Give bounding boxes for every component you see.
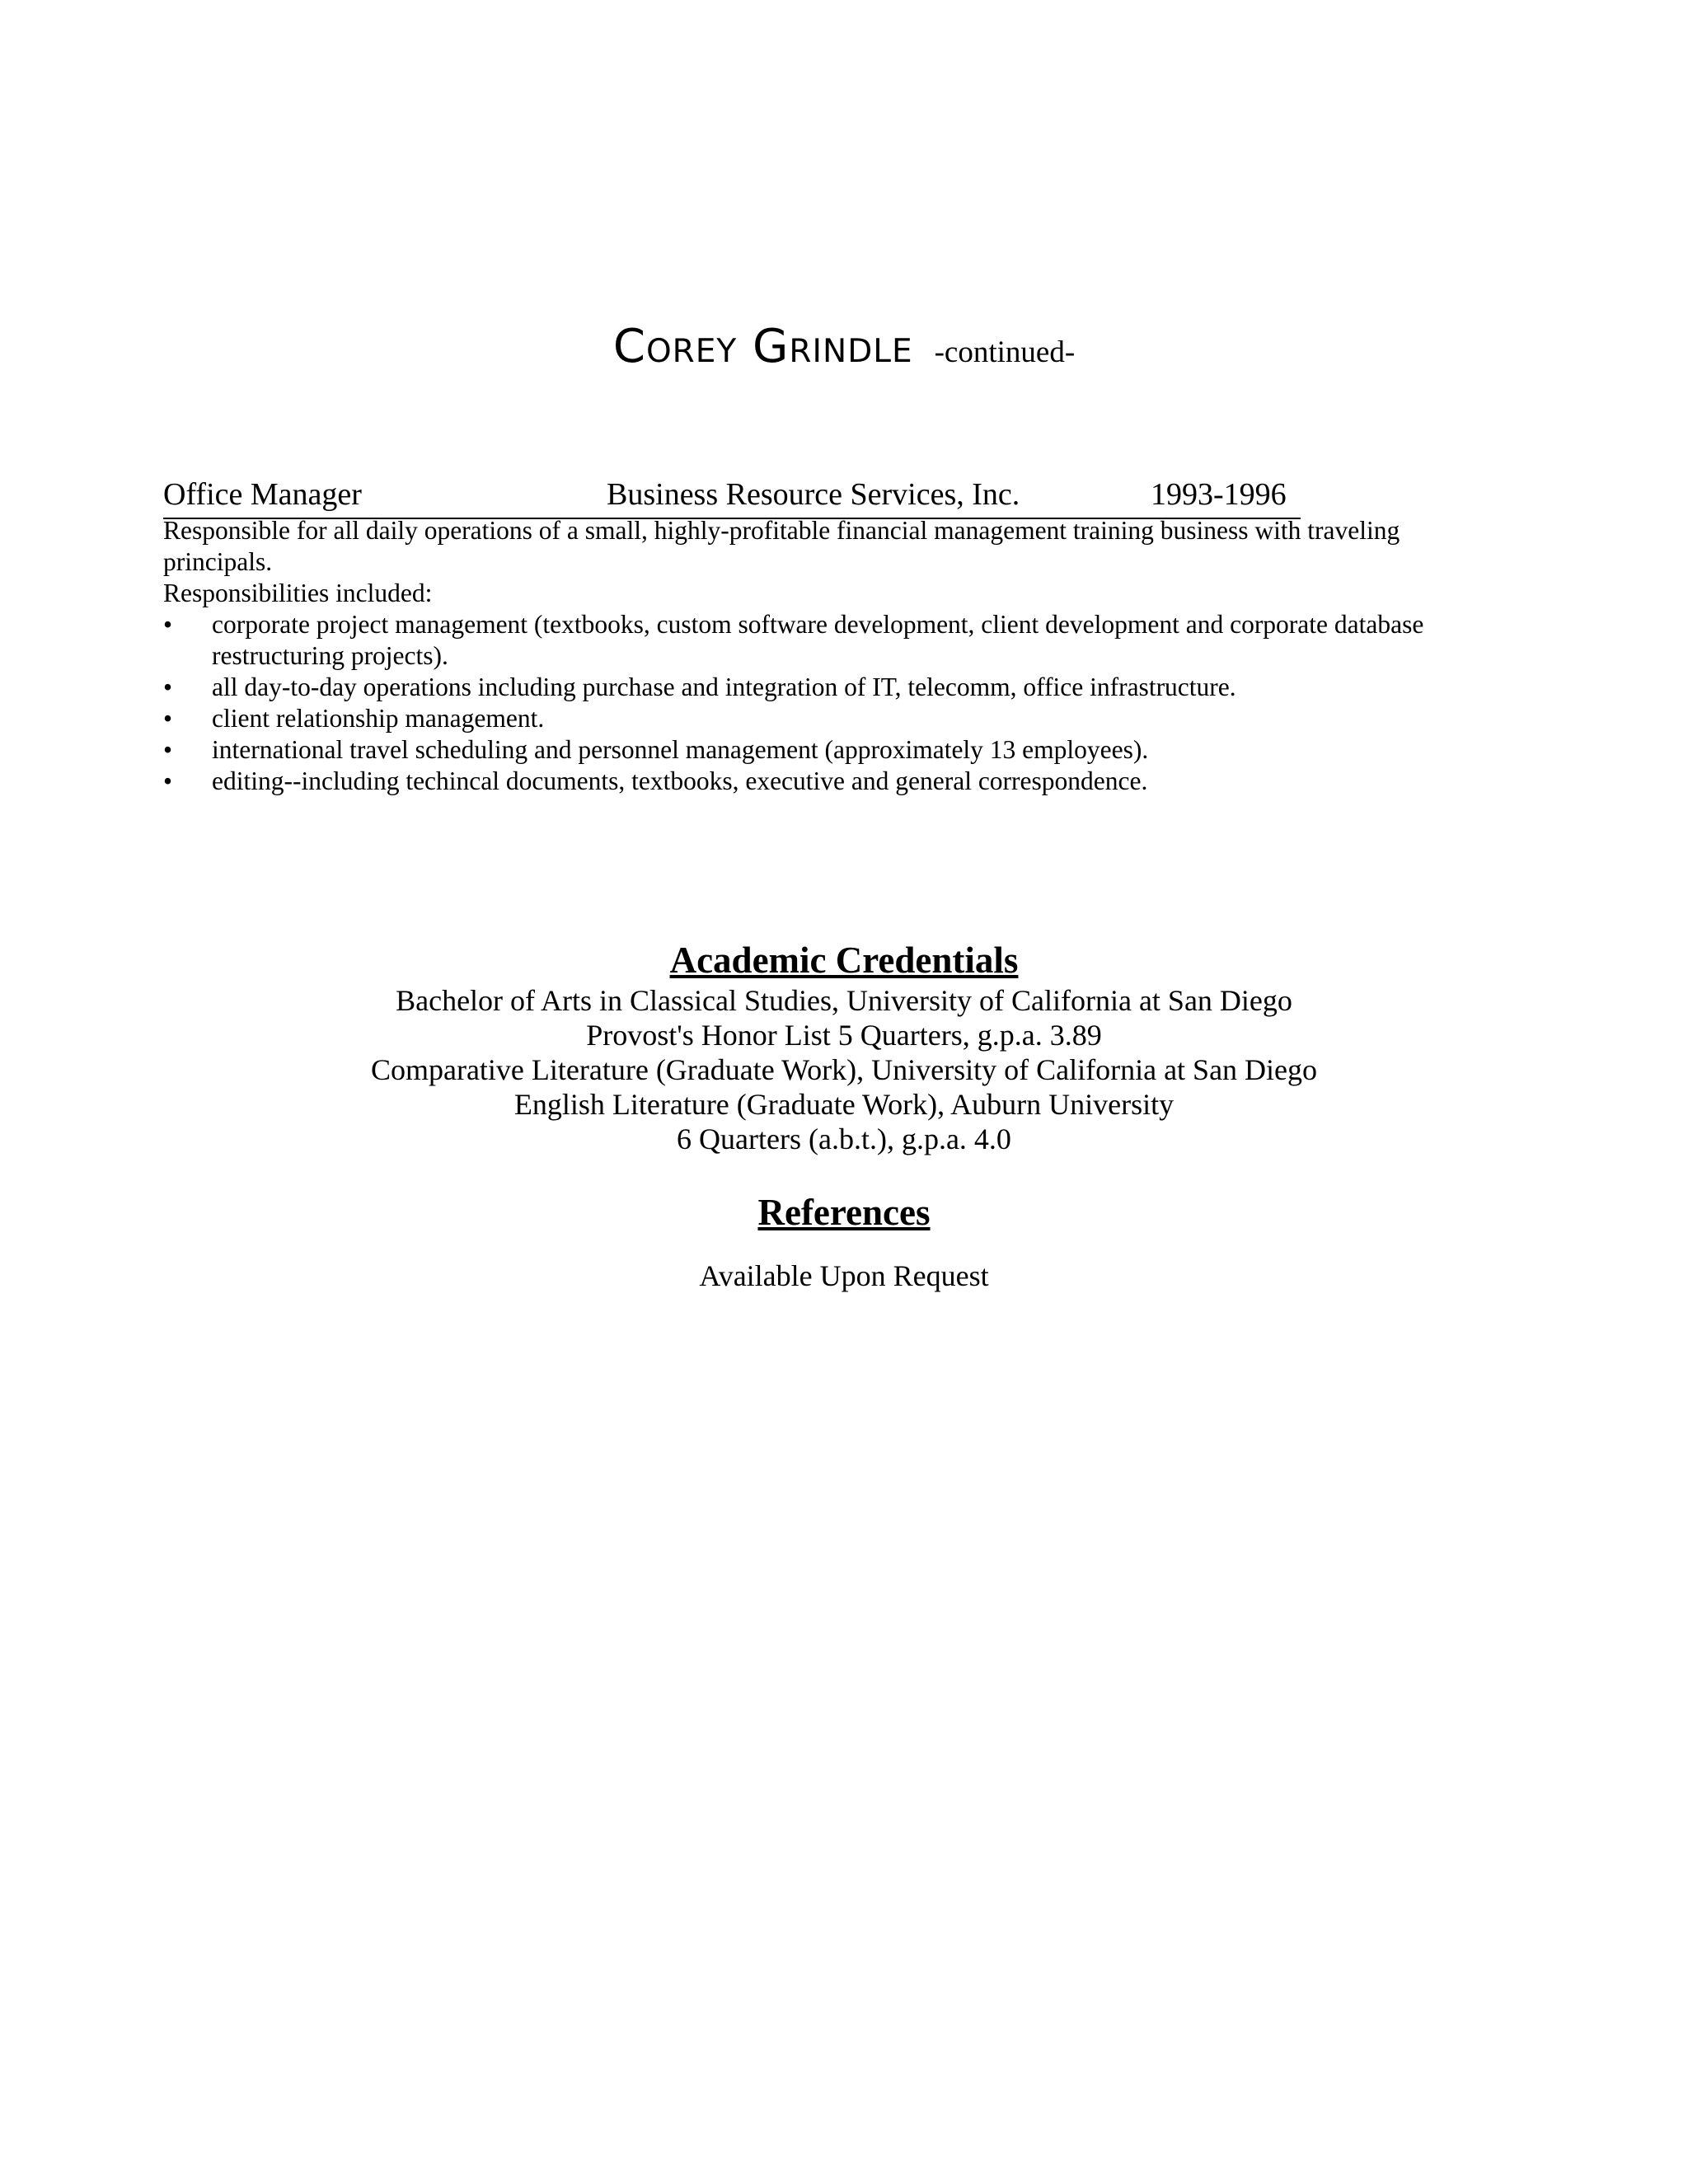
bullet-icon: • — [163, 704, 173, 733]
references-heading: References — [757, 1192, 931, 1233]
name-header — [0, 320, 1688, 373]
list-item — [163, 609, 1515, 672]
academic-section — [0, 937, 1688, 1156]
list-item-text: international travel scheduling and personnel management (approximately 13 employees). — [212, 735, 1149, 764]
job-title: Office Manager — [163, 477, 362, 512]
list-item — [163, 766, 1515, 797]
job-header — [163, 476, 1301, 519]
bullet-icon: • — [163, 766, 173, 795]
list-item-text: all day-to-day operations including purchase and integration of IT, telecomm, office infrastructure. — [212, 673, 1236, 701]
academic-line: 6 Quarters (a.b.t.), g.p.a. 4.0 — [677, 1122, 1011, 1155]
bullet-icon: • — [163, 735, 173, 764]
job-company: Business Resource Services, Inc. — [607, 477, 1020, 512]
academic-line: English Literature (Graduate Work), Auburn University — [513, 1088, 1175, 1121]
candidate-name: Corey Grindle — [612, 320, 913, 373]
job-description — [163, 515, 1515, 609]
job-description-line: Responsible for all daily operations of a small, highly-profitable financial management training business with traveling — [163, 516, 1400, 545]
responsibilities-list — [163, 609, 1515, 797]
academic-line: Bachelor of Arts in Classical Studies, University of California at San Diego — [396, 984, 1292, 1017]
list-item-text: editing--including techincal documents, textbooks, executive and general correspondence. — [212, 766, 1148, 795]
job-years: 1993-1996 — [1151, 477, 1287, 512]
references-text: Available Upon Request — [699, 1259, 989, 1292]
list-item-text: client relationship management. — [212, 704, 545, 733]
bullet-icon: • — [163, 673, 173, 701]
academic-list — [0, 983, 1688, 1156]
academic-heading: Academic Credentials — [669, 940, 1019, 981]
academic-line: Comparative Literature (Graduate Work), University of California at San Diego — [370, 1053, 1318, 1086]
responsibilities-label: Responsibilities included: — [163, 579, 433, 607]
list-item-text: corporate project management (textbooks, custom software development, client development and corporate database restructuring projects). — [212, 610, 1424, 670]
bullet-icon: • — [163, 610, 173, 639]
list-item — [163, 672, 1515, 703]
job-description-line: principals. — [163, 547, 273, 576]
references-section — [0, 1189, 1688, 1293]
list-item — [163, 703, 1515, 734]
list-item — [163, 734, 1515, 766]
academic-line: Provost's Honor List 5 Quarters, g.p.a. 3.89 — [586, 1019, 1102, 1052]
continued-label: -continued- — [934, 335, 1076, 369]
